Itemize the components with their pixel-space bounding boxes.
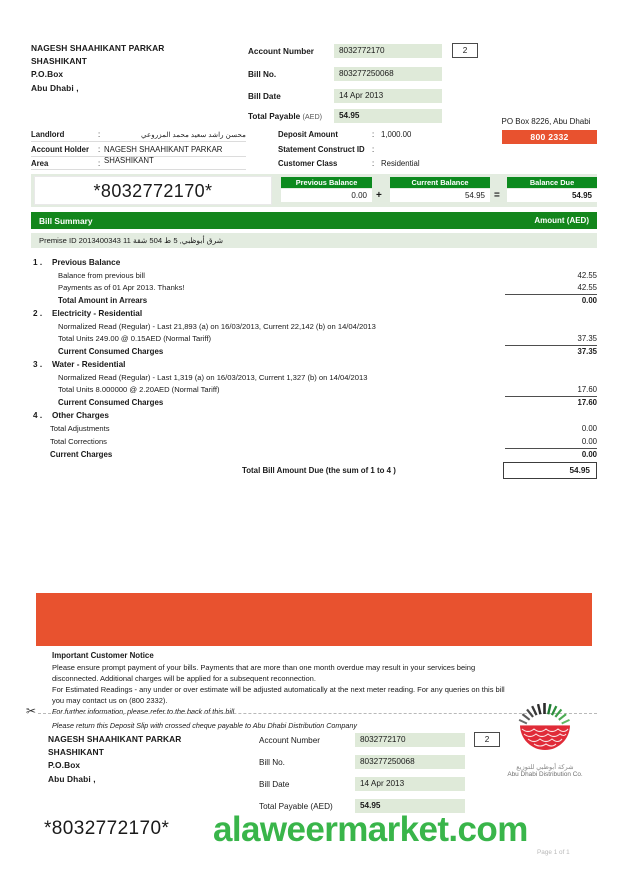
grand-total-value-box: 54.95 (503, 462, 597, 479)
line-item-text: Current Consumed Charges (58, 398, 164, 407)
line-item-text: Total Corrections (50, 437, 107, 446)
line-item-text: Current Charges (50, 450, 113, 459)
line-item-text: Total Units 249.00 @ 0.15AED (Normal Tariff) (58, 334, 212, 343)
line-item-amount: 0.00 (581, 437, 597, 446)
logo-caption-arabic: شركة أبوظبي للتوزيع (516, 764, 574, 771)
total-payable-label-group (248, 112, 322, 121)
section-number: 1 . (33, 258, 43, 267)
section-number: 4 . (33, 411, 43, 420)
slip-account-number-label: Account Number (259, 736, 320, 745)
slip-customer-name-line: NAGESH SHAAHIKANT PARKAR (48, 734, 182, 744)
customer-city-line: Abu Dhabi , (31, 82, 79, 93)
line-item-amount: 17.60 (577, 385, 597, 394)
customer-address-block (31, 42, 164, 95)
area-separator: : (98, 159, 101, 168)
line-item-text: Total Amount in Arrears (58, 296, 148, 305)
account-number-label: Account Number (248, 47, 314, 56)
slip-total-payable-label: Total Payable (AED) (259, 802, 333, 811)
page-number: Page 1 of 1 (537, 849, 570, 856)
landlord-value: محسن راشد سعيد محمد المزروعي (140, 130, 246, 139)
total-payable-label: Total Payable (248, 112, 301, 121)
section-title: Electricity - Residential (52, 309, 143, 318)
line-item-amount: 42.55 (577, 283, 597, 292)
slip-customer-pobox-line: P.O.Box (48, 760, 81, 771)
line-item-text: Total Units 8.000000 @ 2.20AED (Normal Tariff) (58, 385, 220, 394)
slip-bill-date-value: 14 Apr 2013 (355, 777, 465, 791)
bill-summary-amount-header: Amount (AED) (534, 215, 589, 225)
current-balance-header: Current Balance (390, 177, 490, 188)
bill-summary-title: Bill Summary (39, 215, 93, 226)
account-check-digit-box: 2 (452, 43, 478, 58)
bill-date-value: 14 Apr 2013 (334, 89, 442, 103)
grand-total-label: Total Bill Amount Due (the sum of 1 to 4 ) (242, 466, 396, 475)
line-item-amount: 0.00 (581, 424, 597, 433)
divider (31, 169, 246, 170)
total-payable-currency: (AED) (302, 112, 323, 121)
current-balance-value: 54.95 (390, 189, 490, 202)
line-item-text: Balance from previous bill (58, 271, 145, 280)
line-item-amount: 17.60 (577, 398, 597, 407)
line-item-text: Normalized Read (Regular) - Last 1,319 (a) on 16/03/2013, Current 1,327 (b) on 14/04/2013 (58, 373, 368, 382)
account-barcode-box-top (34, 176, 272, 205)
promo-banner (36, 593, 592, 646)
abu-dhabi-distribution-sun-basket-icon (515, 703, 575, 757)
bill-no-value: 803277250068 (334, 67, 442, 81)
divider (31, 141, 246, 142)
subtotal-rule (505, 396, 597, 397)
notice-title: Important Customer Notice (52, 651, 154, 660)
area-label: Area (31, 159, 49, 168)
deposit-amount-separator: : (372, 130, 375, 139)
area-value: SHASHIKANT (104, 156, 154, 165)
slip-bill-date-label: Bill Date (259, 780, 290, 789)
customer-name-line: NAGESH SHAAHIKANT PARKAR (31, 43, 165, 53)
line-item-amount: 37.35 (577, 334, 597, 343)
line-item-text: Normalized Read (Regular) - Last 21,893 (a) on 16/03/2013, Current 22,142 (b) on 14/04/2013 (58, 322, 376, 331)
notice-line: Please ensure prompt payment of your bills. Payments that are more than one month overdue may result in your services being (52, 663, 476, 672)
slip-account-number-value: 8032772170 (355, 733, 465, 747)
scissors-icon: ✂ (26, 704, 37, 718)
balance-due-header: Balance Due (507, 177, 597, 188)
customer-class-label: Customer Class (278, 159, 338, 168)
statement-construct-id-separator: : (372, 145, 375, 154)
deposit-slip-note: Please return this Deposit Slip with crossed cheque payable to Abu Dhabi Distribution Company (52, 721, 357, 730)
po-box-text: PO Box 8226, Abu Dhabi (501, 117, 591, 126)
customer-pobox-line: P.O.Box (31, 69, 64, 80)
slip-customer-name-line: SHASHIKANT (48, 747, 104, 758)
account-barcode-text-top: *8032772170* (93, 181, 213, 201)
logo-caption-english: Abu Dhabi Distribution Co. (507, 771, 583, 778)
equals-operator: = (494, 190, 500, 201)
previous-balance-header: Previous Balance (281, 177, 372, 188)
account-holder-value: NAGESH SHAAHIKANT PARKAR (104, 145, 223, 154)
account-holder-separator: : (98, 145, 101, 154)
slip-total-payable-value: 54.95 (355, 799, 465, 813)
subtotal-rule (505, 345, 597, 346)
account-holder-label: Account Holder (31, 145, 90, 154)
slip-customer-city-line: Abu Dhabi , (48, 773, 96, 784)
company-logo-block (497, 703, 593, 778)
slip-account-check-digit-box: 2 (474, 732, 500, 747)
bill-summary-header (31, 212, 597, 229)
subtotal-rule (505, 294, 597, 295)
notice-line: For Estimated Readings - any under or over estimate will be adjusted automatically at the next meter reading. For any queries on this bill (52, 685, 505, 694)
subtotal-rule (505, 448, 597, 449)
line-item-amount: 0.00 (581, 450, 597, 459)
slip-bill-no-label: Bill No. (259, 758, 285, 767)
line-item-text: Total Adjustments (50, 424, 110, 433)
account-barcode-text-bottom: *8032772170* (44, 818, 170, 839)
line-item-amount: 37.35 (577, 347, 597, 356)
section-title: Previous Balance (52, 258, 121, 267)
statement-construct-id-label: Statement Construct ID (278, 145, 365, 154)
notice-line: you may contact us on (800 2332). (52, 696, 168, 705)
customer-class-separator: : (372, 159, 375, 168)
site-watermark: alaweermarket.com (213, 810, 528, 849)
previous-balance-value: 0.00 (281, 189, 372, 202)
section-title: Water - Residential (52, 360, 126, 369)
line-item-amount: 42.55 (577, 271, 597, 280)
premise-id-bar: Premise ID 2013400343 11 شرق أبوظبي, 5 ط 504 شقة (31, 233, 597, 248)
line-item-text: Payments as of 01 Apr 2013. Thanks! (58, 283, 185, 292)
slip-customer-block (48, 733, 181, 786)
deposit-amount-label: Deposit Amount (278, 130, 338, 139)
line-item-amount: 0.00 (581, 296, 597, 305)
hotline-badge: 800 2332 (502, 130, 597, 144)
section-number: 3 . (33, 360, 43, 369)
line-item-text: Current Consumed Charges (58, 347, 164, 356)
notice-line: disconnected. Additional charges will be applied for a subsequent reconnection. (52, 674, 316, 683)
section-title: Other Charges (52, 411, 109, 420)
plus-operator: + (376, 190, 382, 201)
balance-due-value: 54.95 (507, 189, 597, 202)
account-number-value: 8032772170 (334, 44, 442, 58)
customer-class-value: Residential (381, 159, 420, 168)
total-payable-value: 54.95 (334, 109, 442, 123)
bill-no-label: Bill No. (248, 70, 277, 79)
landlord-label: Landlord (31, 130, 65, 139)
landlord-separator: : (98, 130, 101, 139)
slip-bill-no-value: 803277250068 (355, 755, 465, 769)
notice-italic-line: For further information, please refer to the back of this bill. (52, 707, 237, 716)
bill-date-label: Bill Date (248, 92, 281, 101)
deposit-amount-value: 1,000.00 (381, 130, 412, 139)
customer-name-line: SHASHIKANT (31, 56, 87, 67)
section-number: 2 . (33, 309, 43, 318)
